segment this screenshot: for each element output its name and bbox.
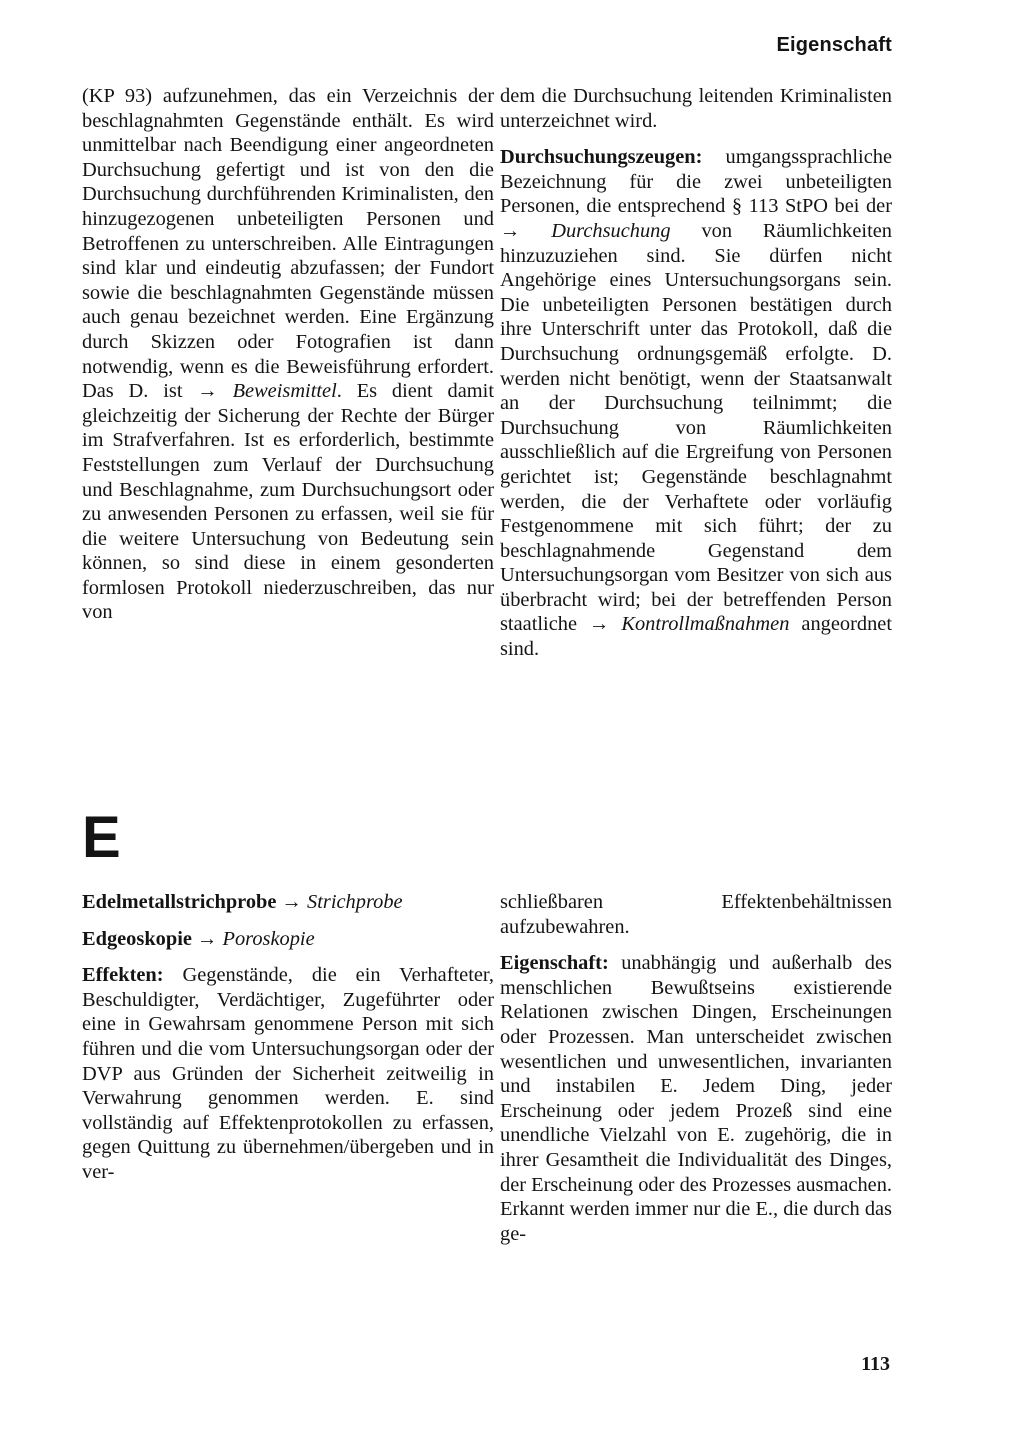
cross-ref-arrow: →	[182, 380, 233, 403]
entry-effekten	[82, 963, 494, 1184]
entry-text: von Räumlichkeiten hinzuzuziehen sind. Sie dürfen nicht Angehörige eines Untersuchungsorgans sein. Die unbeteiligten Personen bestätigen durch ihre Unterschrift unter das Protokoll, daß die Durchsuchung ordnungsgemäß erfolgte. D. werden nicht benötigt, wenn der Staatsanwalt an der Durchsuchung teilnimmt; die Durchsuchung von Räumlichkeiten ausschließlich auf die Ergreifung von Personen gerichtet ist; Gegenstände beschlagnahmt werden, die der Verhaftete oder vorläufig Festgenommene mit sich führt; der zu beschlagnahmende Gegenstand dem Untersuchungsorgan vom Besitzer von sich aus überbracht wird; bei der betreffenden Person staatliche →	[500, 219, 892, 636]
continuation-text: schließbaren Effektenbehältnissen aufzubewahren.	[500, 891, 892, 938]
entry-text: angeordnet sind.	[500, 613, 892, 661]
cross-ref-poroskopie: Poroskopie	[222, 927, 315, 950]
cross-ref-arrow: →	[191, 927, 223, 950]
entry-headword: Edelmetallstrichprobe	[82, 891, 277, 913]
column-bottom-right	[500, 890, 892, 1258]
cross-ref-durchsuchung: Durchsuchung	[551, 219, 671, 242]
section-letter: E	[82, 805, 121, 870]
entry-edelmetallstrichprobe	[82, 890, 494, 915]
column-top-right	[500, 84, 892, 674]
entry-headword: Effekten:	[82, 964, 164, 987]
entry-headword: Durchsuchungszeugen:	[500, 146, 703, 169]
column-bottom-left	[82, 890, 494, 1197]
entry-text: unabhängig und außerhalb des menschlichen Bewußtseins existierende Relationen zwischen Dingen, Erscheinungen oder Prozessen. Man unterscheidet zwischen wesentlichen und unwesentlichen, invarianten und instabilen E. Jedem Ding, jeder Erscheinung oder jedem Prozeß sind eine unendliche Vielzahl von E. zugehörig, die in ihrer Gesamtheit die Individualität des Dinges, der Erscheinung oder des Prozesses ausmachen. Erkannt werden immer nur die E., die durch das ge-	[500, 952, 892, 1245]
column-top-left	[82, 84, 494, 637]
paragraph-text: (KP 93) aufzunehmen, das ein Verzeichnis der beschlagnahmten Gegenstände enthält. Es wird unmittelbar nach Beendigung einer angeordneten Durchsuchung gefertigt und ist von den die Durchsuchung durchführenden Kriminalisten, den hinzugezogenen unbeteiligten Personen und Betroffenen zu unterschreiben. Alle Eintragungen sind klar und eindeutig abzufassen; der Fundort sowie die beschlagnahmten Gegenstände müssen auch genau bezeichnet werden. Eine Ergänzung durch Skizzen oder Fotografien ist dann notwendig, wenn es die Beweisführung erfordert. Das D. ist	[82, 85, 494, 403]
cross-ref-arrow: →	[276, 891, 308, 913]
continuation-text: dem die Durchsuchung leitenden Kriminalisten unterzeichnet wird.	[500, 85, 892, 132]
entry-durchsuchungszeugen	[500, 145, 892, 661]
entry-headword: Edgeoskopie	[82, 927, 192, 950]
entry-edgeoskopie	[82, 927, 494, 952]
paragraph-text: . Es dient damit gleichzeitig der Sicherung der Rechte der Bürger im Strafverfahren. Ist es erforderlich, bestimmte Feststellungen zum Verlauf der Durchsuchung und Beschlagnahme, zum Durchsuchungsort oder zu anwesenden Personen zu erfassen, weil sie für die weitere Untersuchung von Bedeutung sein können, so sind diese in einem gesonderten formlosen Protokoll niederzuschreiben, das nur von	[82, 380, 494, 624]
cross-ref-kontrollmassnahmen: Kontrollmaßnahmen	[621, 613, 790, 636]
entry-headword: Eigenschaft:	[500, 952, 609, 975]
running-head: Eigenschaft	[776, 34, 892, 56]
cross-ref-beweismittel: Beweismittel	[232, 380, 337, 403]
cross-ref-strichprobe: Strichprobe	[307, 891, 403, 913]
entry-text: umgangssprachliche Bezeichnung für die zwei unbeteiligten Personen, die entsprechend § 113 StPO bei der →	[500, 146, 892, 242]
durchsuchungsprotokoll-continuation	[82, 84, 494, 625]
entry-text: Gegenstände, die ein Verhafteter, Beschuldigter, Verdächtiger, Zugeführter oder eine in Gewahrsam genommene Person mit sich führen und die vom Untersuchungsorgan oder der DVP aus Gründen der Sicherheit zeitweilig in Verwahrung genommen werden. E. sind vollständig auf Effektenprotokollen zu erfassen, gegen Quittung zu übernehmen/übergeben und in ver-	[82, 964, 494, 1183]
page-number: 113	[861, 1353, 890, 1375]
entry-eigenschaft	[500, 951, 892, 1246]
